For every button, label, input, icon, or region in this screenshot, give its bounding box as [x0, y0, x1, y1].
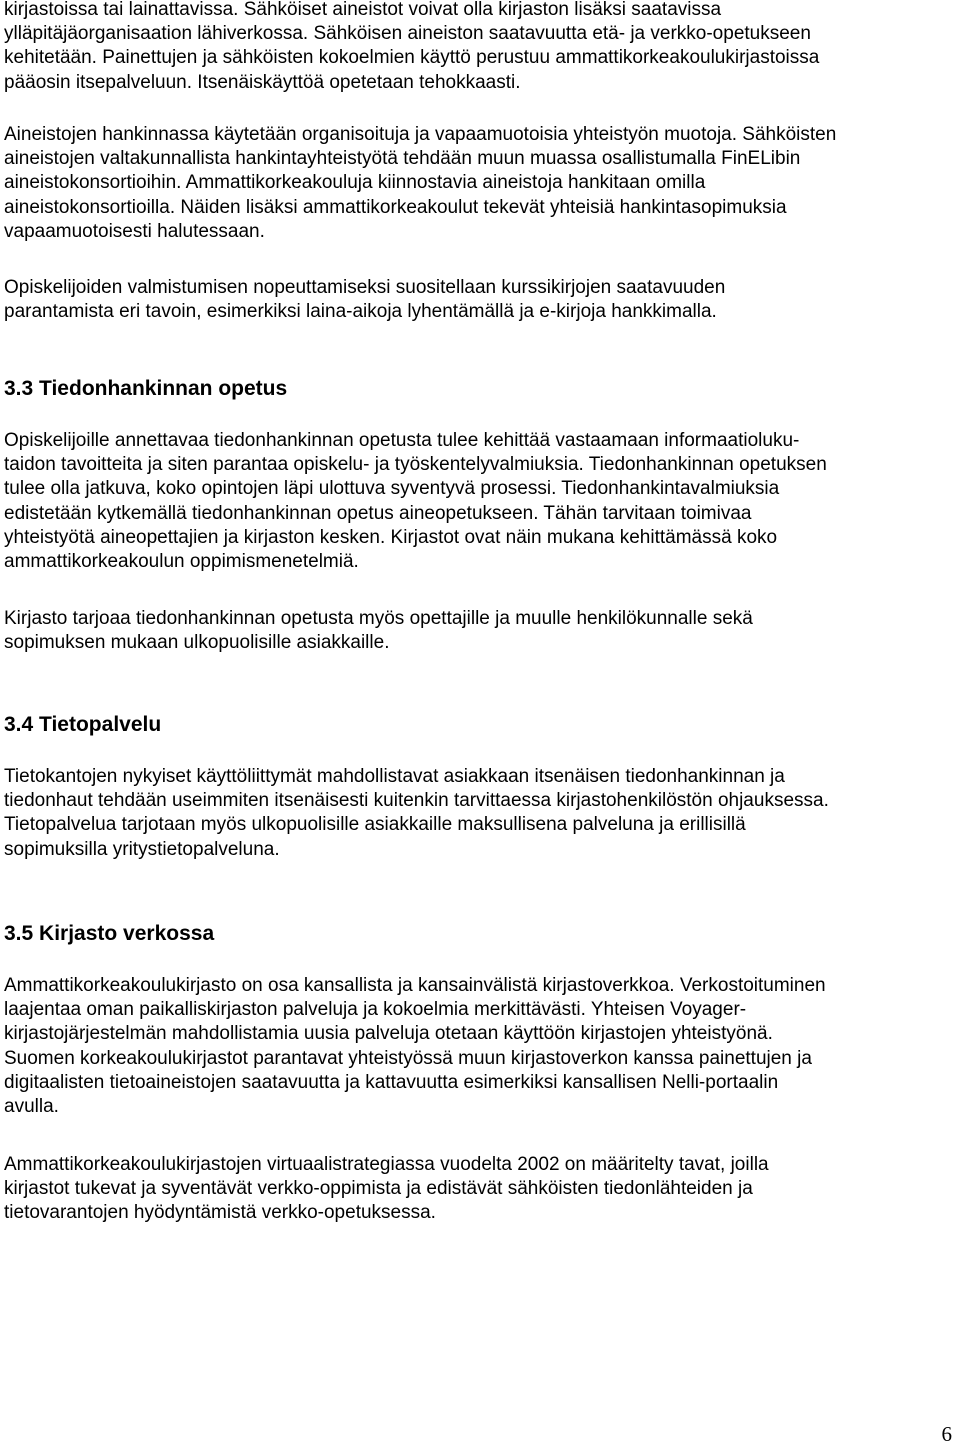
paragraph [4, 607, 753, 655]
text-line: kirjastojärjestelmän mahdollistamia uusia palveluja otetaan käyttöön kirjastojen yhteistyönä. [4, 1023, 773, 1045]
text-line: edistetään kytkemällä tiedonhankinnan opetus aineopetukseen. Tähän tarvitaan toimivaa [4, 502, 752, 524]
text-line: Aineistojen hankinnassa käytetään organisoituja ja vapaamuotoisia yhteistyön muotoja. Sähköisten [4, 124, 837, 145]
paragraph [4, 974, 826, 1119]
text-line: laajentaa oman paikalliskirjaston palveluja ja kokoelmia merkittävästi. Yhteisen Voyager- [4, 999, 747, 1021]
text-line: aineistokonsortioilla. Näiden lisäksi ammattikorkeakoulut tekevät yhteisiä hankintasopimuksia [4, 196, 787, 218]
text-line: aineistojen valtakunnallista hankintayhteistyötä tehdään muun muassa osallistumalla FinELibin [4, 148, 801, 170]
text-line: parantamista eri tavoin, esimerkiksi laina-aikoja lyhentämällä ja e-kirjoja hankkimalla. [4, 301, 717, 323]
section-heading-3-3: 3.3 Tiedonhankinnan opetus [4, 377, 288, 400]
paragraph [4, 429, 827, 574]
text-line: aineistokonsortioihin. Ammattikorkeakouluja kiinnostavia aineistoja hankitaan omilla [4, 172, 706, 194]
paragraph [4, 1153, 769, 1226]
text-line: tietovarantojen hyödyntämistä verkko-opetuksessa. [4, 1202, 436, 1224]
text-line: ammattikorkeakoulun oppimismenetelmiä. [4, 551, 359, 573]
text-line: Opiskelijoille annettavaa tiedonhankinnan opetusta tulee kehittää vastaamaan informaatioluku- [4, 430, 800, 451]
page-number: 6 [941, 1422, 952, 1446]
section-heading-3-5: 3.5 Kirjasto verkossa [4, 922, 215, 945]
text-line: sopimuksilla yritystietopalveluna. [4, 838, 280, 860]
paragraph [4, 276, 725, 324]
text-line: tulee olla jatkuva, koko opintojen läpi ulottuva syventyvä prosessi. Tiedonhankintavalmiuksia [4, 478, 780, 500]
text-line: Tietopalvelua tarjotaan myös ulkopuolisille asiakkaille maksullisena palveluna ja erillisillä [4, 814, 746, 836]
text-line: yhteistyötä aineopettajien ja kirjaston kesken. Kirjastot ovat näin mukana kehittämässä koko [4, 526, 778, 548]
paragraph [4, 0, 819, 95]
text-line: ylläpitäjäorganisaation lähiverkossa. Sähköisen aineiston saatavuutta etä- ja verkko-opetukseen [4, 23, 811, 45]
section-heading-3-4: 3.4 Tietopalvelu [4, 713, 162, 736]
text-line: taidon tavoitteita ja siten parantaa opiskelu- ja työskentelyvalmiuksia. Tiedonhankinnan opetuksen [4, 454, 827, 476]
text-line: Tietokantojen nykyiset käyttöliittymät mahdollistavat asiakkaan itsenäisen tiedonhankinnan ja [4, 766, 785, 787]
text-line: Kirjasto tarjoaa tiedonhankinnan opetusta myös opettajille ja muulle henkilökunnalle sekä [4, 608, 753, 629]
text-line: tiedonhaut tehdään useimmiten itsenäisesti kuitenkin tarvittaessa kirjastohenkilöstön ohjauksessa. [4, 790, 829, 812]
text-line: kehitetään. Painettujen ja sähköisten kokoelmien käyttö perustuu ammattikorkeakoulukirjastoissa [4, 47, 820, 69]
paragraph [4, 123, 836, 244]
text-line: digitaalisten tietoaineistojen saatavuutta ja kattavuutta esimerkiksi kansallisen Nelli-portaalin [4, 1071, 779, 1093]
text-line: kirjastoissa tai lainattavissa. Sähköiset aineistot voivat olla kirjaston lisäksi saatavissa [4, 0, 722, 20]
text-line: Suomen korkeakoulukirjastot parantavat yhteistyössä muun kirjastoverkon kanssa painettujen ja [4, 1047, 812, 1069]
text-line: sopimuksen mukaan ulkopuolisille asiakkaille. [4, 632, 390, 654]
text-line: Ammattikorkeakoulukirjastojen virtuaalistrategiassa vuodelta 2002 on määritelty tavat, joilla [4, 1154, 769, 1175]
text-line: pääosin itsepalveluun. Itsenäiskäyttöä opetetaan tehokkaasti. [4, 71, 521, 93]
text-line: kirjastot tukevat ja syventävät verkko-oppimista ja edistävät sähköisten tiedonlähteiden ja [4, 1178, 753, 1200]
paragraph [4, 765, 829, 862]
text-line: Ammattikorkeakoulukirjasto on osa kansallista ja kansainvälistä kirjastoverkkoa. Verkostoituminen [4, 975, 826, 996]
text-line: Opiskelijoiden valmistumisen nopeuttamiseksi suositellaan kurssikirjojen saatavuuden [4, 277, 726, 298]
text-line: avulla. [4, 1096, 59, 1118]
text-line: vapaamuotoisesti halutessaan. [4, 220, 265, 242]
